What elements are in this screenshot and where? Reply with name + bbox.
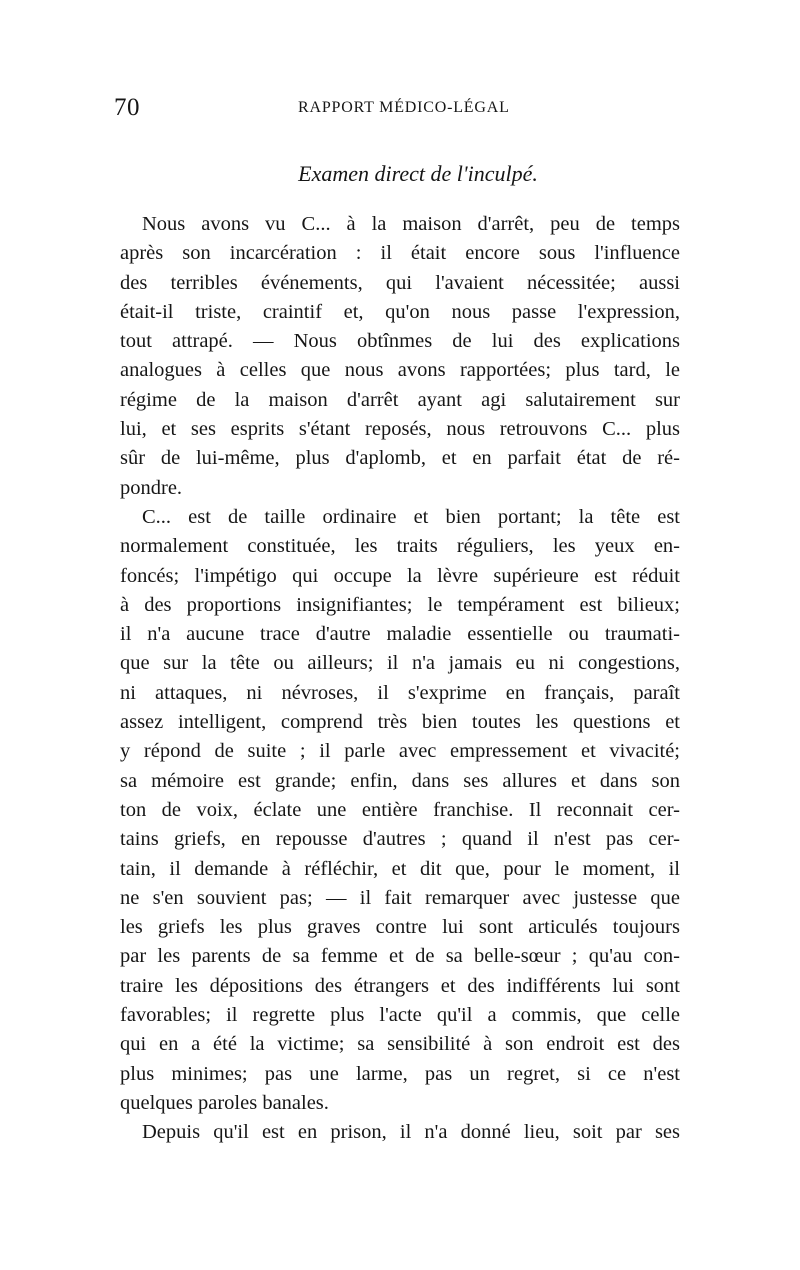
text-line: ne s'en souvient pas; — il fait remarquer avec justesse que: [120, 886, 680, 909]
text-line: C... est de taille ordinaire et bien portant; la tête est: [142, 505, 680, 528]
text-line: Depuis qu'il est en prison, il n'a donné lieu, soit par ses: [142, 1121, 680, 1144]
text-line: était-il triste, craintif et, qu'on nous passe l'expression,: [120, 300, 680, 323]
text-line: ni attaques, ni névroses, il s'exprime en français, paraît: [120, 681, 680, 704]
text-line: lui, et ses esprits s'étant reposés, nous retrouvons C... plus: [120, 418, 680, 441]
text-line: assez intelligent, comprend très bien toutes les questions et: [120, 711, 680, 734]
text-line: plus minimes; pas une larme, pas un regret, si ce n'est: [120, 1062, 680, 1085]
text-line: sûr de lui-même, plus d'aplomb, et en parfait état de ré-: [120, 447, 680, 470]
page-number: 70: [114, 94, 140, 121]
text-line: analogues à celles que nous avons rapportées; plus tard, le: [120, 359, 680, 382]
text-line: favorables; il regrette plus l'acte qu'il a commis, que celle: [120, 1004, 680, 1027]
text-line: tout attrapé. — Nous obtînmes de lui des explications: [120, 330, 680, 353]
text-line: régime de la maison d'arrêt ayant agi salutairement sur: [120, 388, 680, 411]
text-line: tains griefs, en repousse d'autres ; quand il n'est pas cer-: [120, 828, 680, 851]
running-head: RAPPORT MÉDICO-LÉGAL: [298, 99, 510, 116]
text-line: normalement constituée, les traits réguliers, les yeux en-: [120, 535, 680, 558]
paragraph-2: [120, 503, 680, 1118]
text-line: à des proportions insignifiantes; le tempérament est bilieux;: [120, 593, 680, 616]
text-line: par les parents de sa femme et de sa belle-sœur ; qu'au con-: [120, 945, 680, 968]
text-line: y répond de suite ; il parle avec empressement et vivacité;: [120, 740, 680, 763]
section-title: Examen direct de l'inculpé.: [298, 161, 538, 186]
text-line: qui en a été la victime; sa sensibilité à son endroit est des: [120, 1033, 680, 1056]
text-line: que sur la tête ou ailleurs; il n'a jamais eu ni congestions,: [120, 652, 680, 675]
text-line: après son incarcération : il était encore sous l'influence: [120, 242, 680, 265]
text-line: les griefs les plus graves contre lui sont articulés toujours: [120, 916, 680, 939]
text-line: pondre.: [120, 476, 183, 499]
text-line: quelques paroles banales.: [120, 1091, 329, 1114]
body-text: [120, 210, 680, 1148]
text-line: sa mémoire est grande; enfin, dans ses allures et dans son: [120, 769, 680, 792]
text-line: foncés; l'impétigo qui occupe la lèvre supérieure est réduit: [120, 564, 680, 587]
paragraph-1: [120, 210, 680, 503]
text-line: traire les dépositions des étrangers et des indifférents lui sont: [120, 974, 680, 997]
page-header: [114, 94, 684, 124]
text-line: il n'a aucune trace d'autre maladie essentielle ou traumati-: [120, 623, 680, 646]
text-line: tain, il demande à réfléchir, et dit que, pour le moment, il: [120, 857, 680, 880]
paragraph-3: [120, 1118, 680, 1147]
text-line: des terribles événements, qui l'avaient nécessitée; aussi: [120, 271, 680, 294]
text-line: Nous avons vu C... à la maison d'arrêt, peu de temps: [142, 213, 680, 235]
text-line: ton de voix, éclate une entière franchise. Il reconnait cer-: [120, 798, 680, 821]
